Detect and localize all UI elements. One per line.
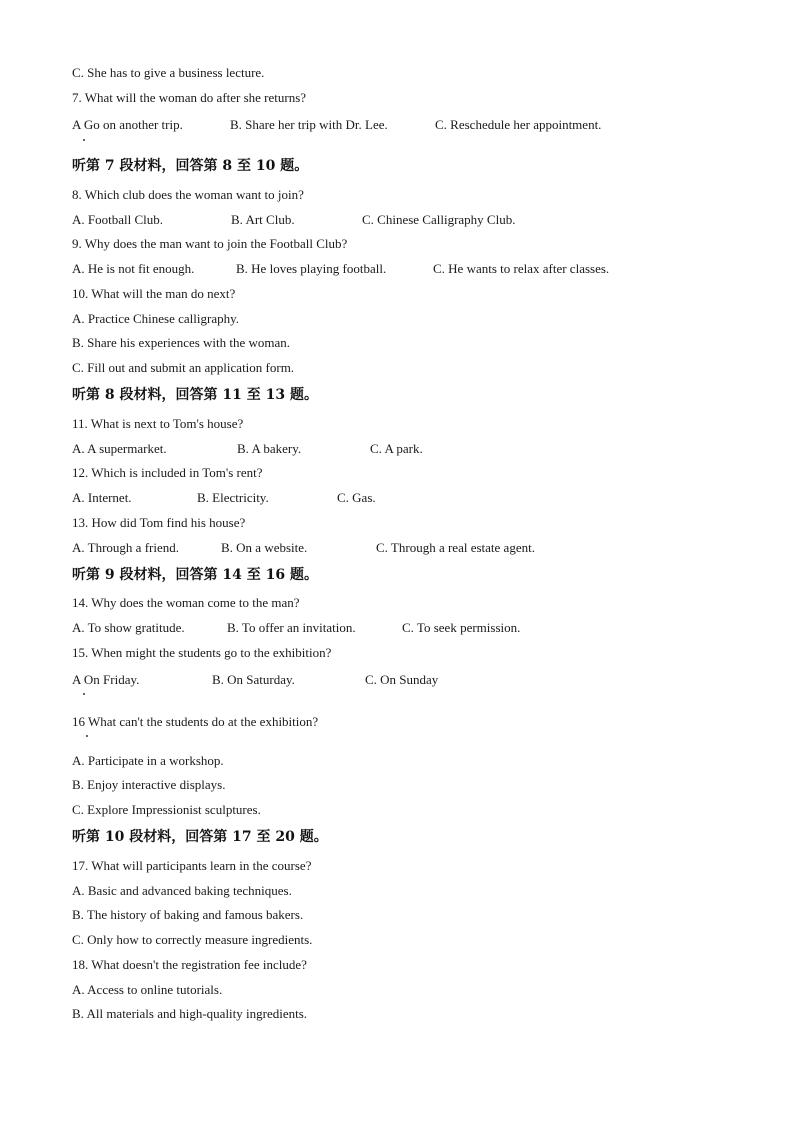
question-9: 9. Why does the man want to join the Football Club? bbox=[72, 236, 348, 251]
section-9-heading: 听第 9 段材料，回答第 14 至 16 题。 bbox=[72, 567, 318, 583]
question-17: 17. What will participants learn in the course? bbox=[72, 858, 312, 873]
q16-option-c: C. Explore Impressionist sculptures. bbox=[72, 802, 261, 817]
q14-option-b: B. To offer an invitation. bbox=[227, 620, 356, 635]
q7-option-b: B. Share her trip with Dr. Lee. bbox=[230, 117, 388, 132]
q17-option-b: B. The history of baking and famous bakers. bbox=[72, 907, 304, 922]
q9-option-c: C. He wants to relax after classes. bbox=[433, 261, 610, 276]
q15-option-c: C. On Sunday bbox=[365, 672, 439, 687]
q9-option-a: A. He is not fit enough. bbox=[72, 261, 195, 276]
stray-dot bbox=[83, 693, 85, 695]
q15-option-a: A On Friday. bbox=[72, 672, 140, 687]
question-7: 7. What will the woman do after she returns? bbox=[72, 90, 307, 105]
q12-option-c: C. Gas. bbox=[337, 490, 376, 505]
q11-option-a: A. A supermarket. bbox=[72, 441, 167, 456]
q16-option-a: A. Participate in a workshop. bbox=[72, 753, 224, 768]
q13-option-b: B. On a website. bbox=[221, 540, 308, 555]
question-11: 11. What is next to Tom's house? bbox=[72, 416, 244, 431]
q14-option-a: A. To show gratitude. bbox=[72, 620, 185, 635]
question-10: 10. What will the man do next? bbox=[72, 286, 236, 301]
q17-option-c: C. Only how to correctly measure ingredients. bbox=[72, 932, 313, 947]
q15-option-b: B. On Saturday. bbox=[212, 672, 295, 687]
section-10-heading: 听第 10 段材料，回答第 17 至 20 题。 bbox=[72, 829, 328, 845]
q10-option-b: B. Share his experiences with the woman. bbox=[72, 335, 291, 350]
q11-option-c: C. A park. bbox=[370, 441, 423, 456]
question-12: 12. Which is included in Tom's rent? bbox=[72, 465, 263, 480]
question-15: 15. When might the students go to the exhibition? bbox=[72, 645, 332, 660]
question-13: 13. How did Tom find his house? bbox=[72, 515, 246, 530]
q7-option-a: A Go on another trip. bbox=[72, 117, 183, 132]
question-18: 18. What doesn't the registration fee include? bbox=[72, 957, 307, 972]
q18-option-b: B. All materials and high-quality ingredients. bbox=[72, 1006, 308, 1021]
q17-option-a: A. Basic and advanced baking techniques. bbox=[72, 883, 292, 898]
section-7-heading: 听第 7 段材料，回答第 8 至 10 题。 bbox=[72, 158, 309, 174]
q12-option-a: A. Internet. bbox=[72, 490, 132, 505]
q10-option-c: C. Fill out and submit an application form. bbox=[72, 360, 295, 375]
q8-option-c: C. Chinese Calligraphy Club. bbox=[362, 212, 516, 227]
q11-option-b: B. A bakery. bbox=[237, 441, 302, 456]
q8-option-b: B. Art Club. bbox=[231, 212, 295, 227]
question-8: 8. Which club does the woman want to join? bbox=[72, 187, 304, 202]
section-8-heading: 听第 8 段材料，回答第 11 至 13 题。 bbox=[72, 387, 318, 403]
q18-option-a: A. Access to online tutorials. bbox=[72, 982, 223, 997]
q12-option-b: B. Electricity. bbox=[197, 490, 269, 505]
stray-dot bbox=[86, 735, 88, 737]
question-16: 16 What can't the students do at the exhibition? bbox=[72, 714, 319, 729]
q8-option-a: A. Football Club. bbox=[72, 212, 164, 227]
stray-dot bbox=[83, 139, 85, 141]
q7-option-c: C. Reschedule her appointment. bbox=[435, 117, 602, 132]
q16-option-b: B. Enjoy interactive displays. bbox=[72, 777, 226, 792]
q13-option-c: C. Through a real estate agent. bbox=[376, 540, 535, 555]
q10-option-a: A. Practice Chinese calligraphy. bbox=[72, 311, 240, 326]
q13-option-a: A. Through a friend. bbox=[72, 540, 179, 555]
q9-option-b: B. He loves playing football. bbox=[236, 261, 387, 276]
question-14: 14. Why does the woman come to the man? bbox=[72, 595, 300, 610]
q14-option-c: C. To seek permission. bbox=[402, 620, 521, 635]
q6-option-c: C. She has to give a business lecture. bbox=[72, 65, 265, 80]
